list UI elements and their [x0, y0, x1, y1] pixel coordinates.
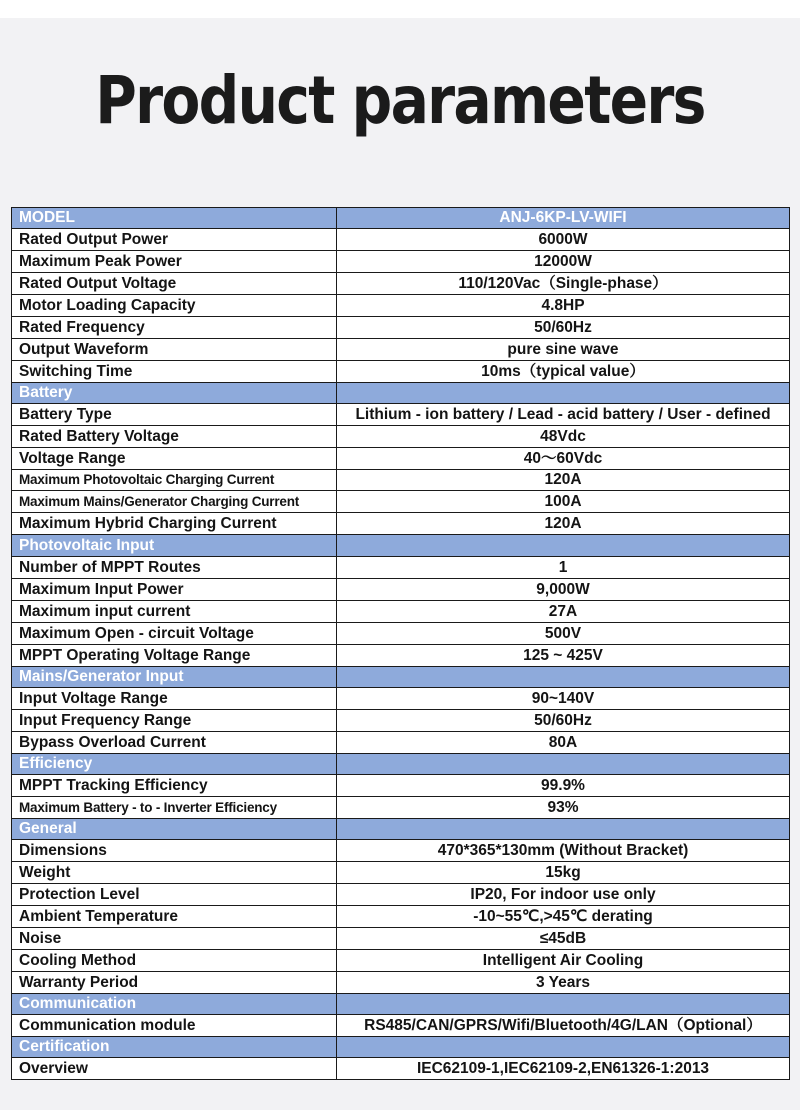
section-header-row: [12, 208, 790, 229]
parameter-name: Maximum Peak Power: [12, 251, 337, 273]
parameter-value: 50/60Hz: [337, 317, 790, 339]
parameter-name: Motor Loading Capacity: [12, 295, 337, 317]
parameter-name: Maximum input current: [12, 601, 337, 623]
parameter-value: ≤45dB: [337, 928, 790, 950]
parameter-value: 93%: [337, 797, 790, 819]
section-value: [337, 994, 790, 1015]
parameter-value: Intelligent Air Cooling: [337, 950, 790, 972]
table-row: [12, 1015, 790, 1037]
section-value: [337, 667, 790, 688]
page-title: Product parameters: [95, 62, 705, 139]
section-value: ANJ-6KP-LV-WIFI: [337, 208, 790, 229]
table-row: [12, 797, 790, 819]
section-header-row: [12, 383, 790, 404]
section-value: [337, 754, 790, 775]
parameter-value: 6000W: [337, 229, 790, 251]
parameter-name: Noise: [12, 928, 337, 950]
parameter-value: 1: [337, 557, 790, 579]
parameter-value: 9,000W: [337, 579, 790, 601]
section-header-row: [12, 1037, 790, 1058]
table-row: [12, 339, 790, 361]
parameter-value: 15kg: [337, 862, 790, 884]
parameter-name: Maximum Open - circuit Voltage: [12, 623, 337, 645]
parameter-value: 3 Years: [337, 972, 790, 994]
section-title: Mains/Generator Input: [12, 667, 337, 688]
parameter-name: Warranty Period: [12, 972, 337, 994]
section-title: Efficiency: [12, 754, 337, 775]
parameter-name: Rated Output Voltage: [12, 273, 337, 295]
parameter-value: 110/120Vac（Single-phase）: [337, 273, 790, 295]
top-band: [0, 0, 800, 18]
parameter-value: 100A: [337, 491, 790, 513]
parameter-name: MPPT Operating Voltage Range: [12, 645, 337, 667]
table-row: [12, 251, 790, 273]
table-row: [12, 557, 790, 579]
table-row: [12, 579, 790, 601]
table-row: [12, 317, 790, 339]
parameter-name: Communication module: [12, 1015, 337, 1037]
table-row: [12, 229, 790, 251]
parameter-name: Maximum Mains/Generator Charging Current: [12, 491, 337, 513]
table-row: [12, 928, 790, 950]
parameter-name: Dimensions: [12, 840, 337, 862]
parameter-name: Battery Type: [12, 404, 337, 426]
parameters-table-body: [12, 208, 790, 1080]
table-row: [12, 710, 790, 732]
section-title: Communication: [12, 994, 337, 1015]
table-row: [12, 491, 790, 513]
section-value: [337, 383, 790, 404]
section-title: Battery: [12, 383, 337, 404]
parameter-name: Maximum Input Power: [12, 579, 337, 601]
parameter-value: 4.8HP: [337, 295, 790, 317]
parameter-name: Ambient Temperature: [12, 906, 337, 928]
section-header-row: [12, 667, 790, 688]
table-row: [12, 273, 790, 295]
parameter-name: Switching Time: [12, 361, 337, 383]
parameter-name: Output Waveform: [12, 339, 337, 361]
table-row: [12, 906, 790, 928]
parameter-value: Lithium - ion battery / Lead - acid battery / User - defined: [337, 404, 790, 426]
parameter-name: Cooling Method: [12, 950, 337, 972]
parameter-value: 500V: [337, 623, 790, 645]
parameter-value: IP20, For indoor use only: [337, 884, 790, 906]
parameter-name: Voltage Range: [12, 448, 337, 470]
parameter-name: Rated Output Power: [12, 229, 337, 251]
table-row: [12, 361, 790, 383]
parameter-value: 120A: [337, 470, 790, 491]
table-row: [12, 775, 790, 797]
section-title: MODEL: [12, 208, 337, 229]
table-row: [12, 404, 790, 426]
parameter-name: Number of MPPT Routes: [12, 557, 337, 579]
parameter-value: IEC62109-1,IEC62109-2,EN61326-1:2013: [337, 1058, 790, 1080]
parameter-name: Maximum Photovoltaic Charging Current: [12, 470, 337, 491]
parameter-value: 125 ~ 425V: [337, 645, 790, 667]
parameter-name: MPPT Tracking Efficiency: [12, 775, 337, 797]
parameters-table: [11, 207, 790, 1080]
section-title: General: [12, 819, 337, 840]
table-row: [12, 645, 790, 667]
table-row: [12, 972, 790, 994]
table-row: [12, 884, 790, 906]
parameter-name: Protection Level: [12, 884, 337, 906]
table-row: [12, 601, 790, 623]
parameter-value: 27A: [337, 601, 790, 623]
table-row: [12, 688, 790, 710]
table-row: [12, 513, 790, 535]
parameter-value: 48Vdc: [337, 426, 790, 448]
table-row: [12, 840, 790, 862]
section-value: [337, 1037, 790, 1058]
parameter-name: Overview: [12, 1058, 337, 1080]
parameter-value: 90~140V: [337, 688, 790, 710]
parameter-value: 80A: [337, 732, 790, 754]
table-row: [12, 470, 790, 491]
section-title: Photovoltaic Input: [12, 535, 337, 557]
parameter-value: 50/60Hz: [337, 710, 790, 732]
section-header-row: [12, 994, 790, 1015]
parameter-name: Rated Battery Voltage: [12, 426, 337, 448]
parameter-value: 12000W: [337, 251, 790, 273]
parameter-name: Weight: [12, 862, 337, 884]
parameter-name: Rated Frequency: [12, 317, 337, 339]
section-header-row: [12, 754, 790, 775]
parameter-name: Bypass Overload Current: [12, 732, 337, 754]
section-value: [337, 819, 790, 840]
table-row: [12, 732, 790, 754]
table-row: [12, 448, 790, 470]
table-row: [12, 623, 790, 645]
parameter-name: Input Frequency Range: [12, 710, 337, 732]
table-row: [12, 1058, 790, 1080]
table-row: [12, 426, 790, 448]
section-title: Certification: [12, 1037, 337, 1058]
section-header-row: [12, 819, 790, 840]
parameter-name: Maximum Battery - to - Inverter Efficiency: [12, 797, 337, 819]
parameter-value: 120A: [337, 513, 790, 535]
table-row: [12, 862, 790, 884]
parameter-value: 99.9%: [337, 775, 790, 797]
parameter-value: 10ms（typical value）: [337, 361, 790, 383]
parameter-name: Input Voltage Range: [12, 688, 337, 710]
table-row: [12, 950, 790, 972]
parameter-value: pure sine wave: [337, 339, 790, 361]
section-header-row: [12, 535, 790, 557]
parameter-value: 40～60Vdc: [337, 448, 790, 470]
parameter-value: 470*365*130mm (Without Bracket): [337, 840, 790, 862]
table-row: [12, 295, 790, 317]
parameter-value: RS485/CAN/GPRS/Wifi/Bluetooth/4G/LAN（Optional）: [337, 1015, 790, 1037]
parameter-value: -10~55℃,>45℃ derating: [337, 906, 790, 928]
section-value: [337, 535, 790, 557]
parameter-name: Maximum Hybrid Charging Current: [12, 513, 337, 535]
